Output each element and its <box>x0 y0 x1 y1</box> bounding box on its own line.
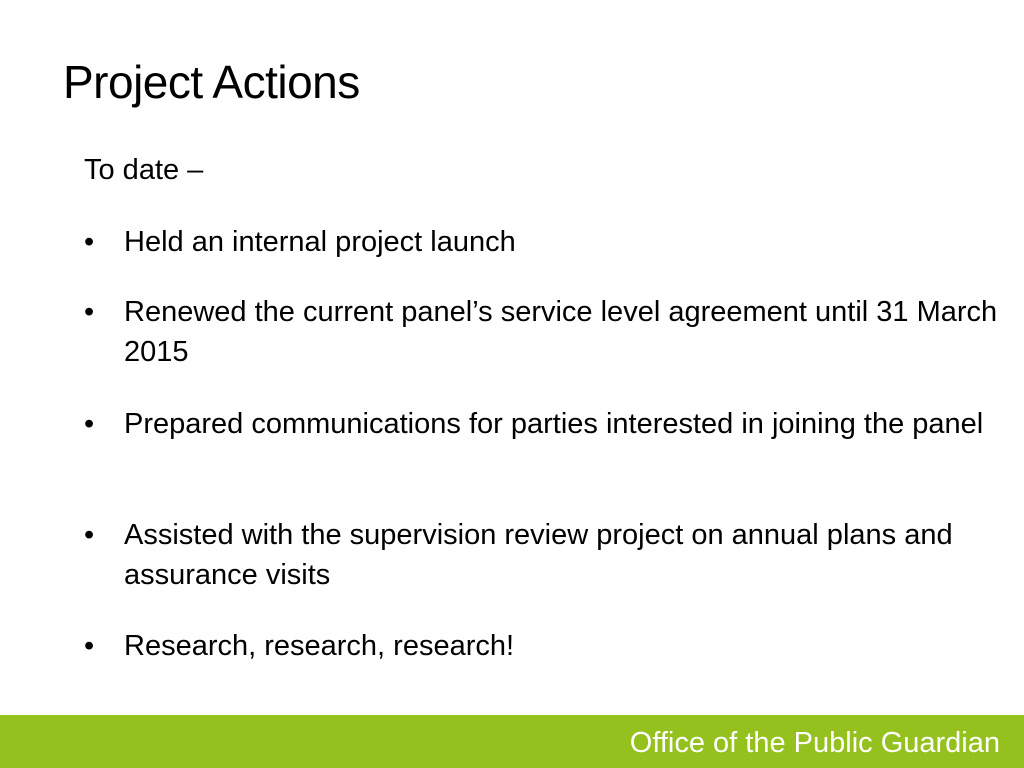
bullet-text: Renewed the current panel’s service level agreement until 31 March 2015 <box>124 296 998 368</box>
slide-title: Project Actions <box>63 56 360 108</box>
bullet-icon: • <box>84 519 95 551</box>
bullet-item <box>84 626 1004 666</box>
bullet-icon: • <box>84 296 95 328</box>
bullet-icon: • <box>84 226 95 258</box>
bullet-text: Assisted with the supervision review project on annual plans and assurance visits <box>124 519 953 591</box>
bullet-text: Research, research, research! <box>124 630 515 662</box>
bullet-text: Held an internal project launch <box>124 226 516 258</box>
intro-text: To date – <box>84 154 204 186</box>
bullet-item <box>84 292 1004 372</box>
bullet-item <box>84 404 1004 444</box>
footer-organization-name: Office of the Public Guardian <box>629 727 1000 759</box>
bullet-text: Prepared communications for parties interested in joining the panel <box>124 408 984 440</box>
bullet-item <box>84 222 1004 262</box>
footer-bar <box>0 715 1024 768</box>
bullet-icon: • <box>84 630 95 662</box>
bullet-icon: • <box>84 408 95 440</box>
bullet-item <box>84 515 1004 595</box>
